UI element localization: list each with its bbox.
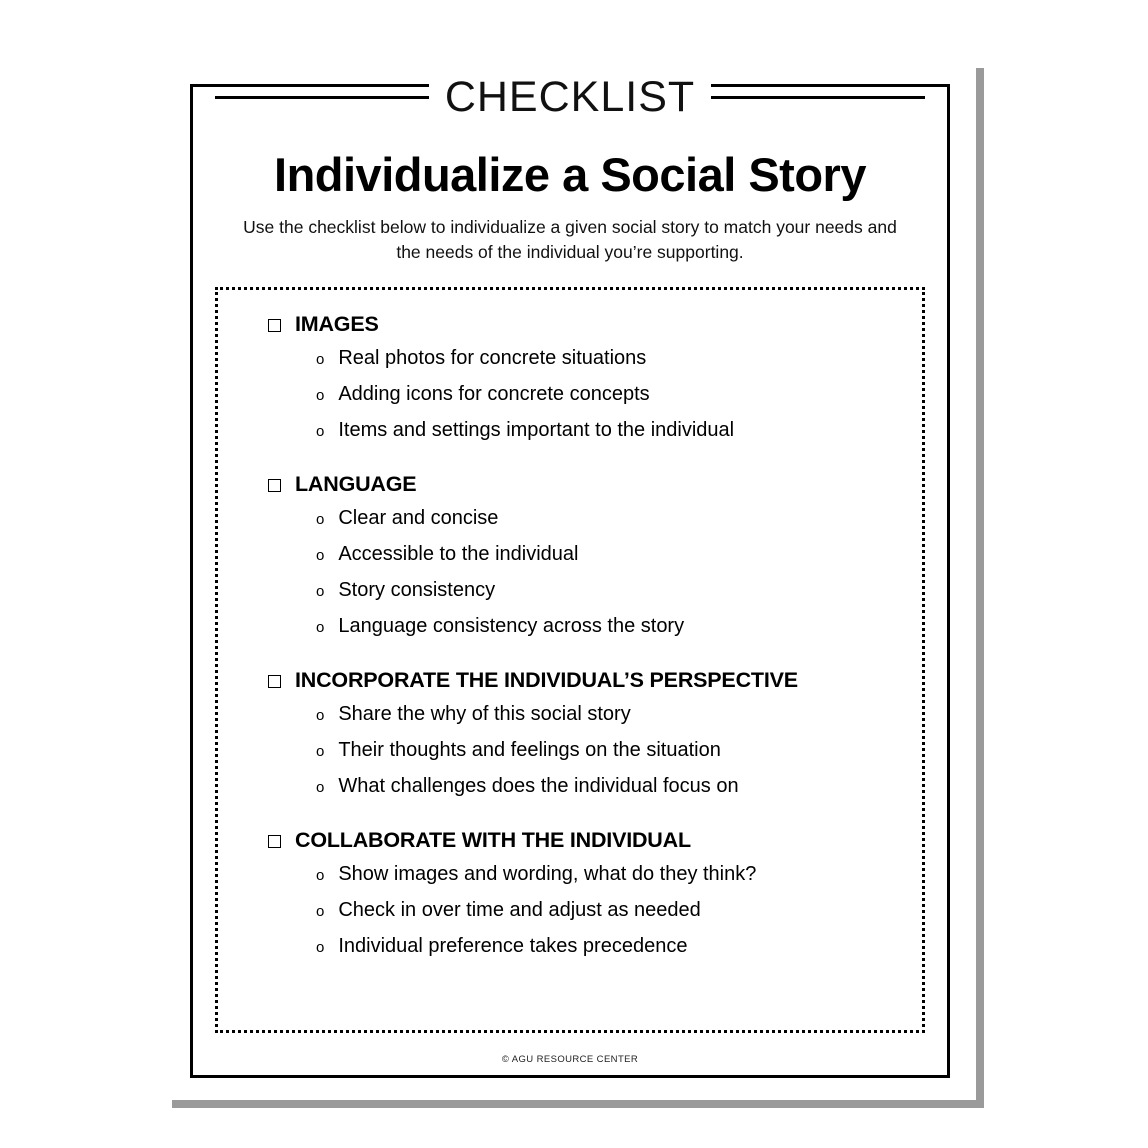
list-item[interactable] [316,419,900,442]
section-checkbox-collaborate[interactable] [268,835,281,848]
list-item-label: What challenges does the individual focus on [338,775,739,797]
bullet-icon: o [316,511,325,528]
list-item-label: Clear and concise [338,507,499,529]
sheet-inner-border [190,72,950,1078]
bullet-icon: o [316,867,325,884]
bullet-icon: o [316,707,325,724]
title-rule-right [711,96,925,99]
section-spacer [240,812,900,828]
bullet-icon: o [316,547,325,564]
list-item-label: Language consistency across the story [338,615,685,637]
checklist-sheet [164,60,976,1100]
list-item[interactable] [316,703,900,726]
section-items [240,507,900,638]
page-title: Individualize a Social Story [274,148,866,201]
list-item[interactable] [316,899,900,922]
section-header-language[interactable] [268,472,900,497]
title-band [193,69,947,125]
list-item-label: Individual preference takes precedence [338,935,688,957]
page-subtitle: Use the checklist below to individualize a given social story to match your needs and the needs of the individual you’re supporting. [243,217,897,262]
list-item-label: Real photos for concrete situations [338,347,647,369]
bullet-icon: o [316,619,325,636]
checklist-container [215,287,925,1033]
list-item[interactable] [316,935,900,958]
section-header-perspective[interactable] [268,668,900,693]
bullet-icon: o [316,903,325,920]
list-item-label: Share the why of this social story [338,703,631,725]
list-item-label: Accessible to the individual [338,543,579,565]
section-checkbox-perspective[interactable] [268,675,281,688]
list-item-label: Their thoughts and feelings on the situation [338,739,721,761]
checklist-section [240,668,900,798]
bullet-icon: o [316,387,325,404]
list-item[interactable] [316,579,900,602]
list-item-label: Show images and wording, what do they think? [338,863,757,885]
list-item[interactable] [316,615,900,638]
list-item[interactable] [316,739,900,762]
section-checkbox-images[interactable] [268,319,281,332]
section-title: IMAGES [295,312,379,336]
list-item-label: Check in over time and adjust as needed [338,899,701,921]
bullet-icon: o [316,779,325,796]
list-item-label: Story consistency [338,579,496,601]
list-item[interactable] [316,863,900,886]
checklist-section [240,828,900,958]
list-item[interactable] [316,543,900,566]
bullet-icon: o [316,743,325,760]
section-title: INCORPORATE THE INDIVIDUAL’S PERSPECTIVE [295,668,798,692]
copyright-footer: © AGU RESOURCE CENTER [501,1054,639,1065]
bullet-icon: o [316,351,325,368]
section-spacer [240,652,900,668]
section-header-images[interactable] [268,312,900,337]
checklist-section [240,312,900,442]
section-title: COLLABORATE WITH THE INDIVIDUAL [295,828,691,852]
title-rule-left [215,96,429,99]
list-item[interactable] [316,507,900,530]
list-item[interactable] [316,347,900,370]
bullet-icon: o [316,583,325,600]
section-spacer [240,456,900,472]
document-kicker: CHECKLIST [429,76,711,119]
list-item-label: Adding icons for concrete concepts [338,383,650,405]
section-items [240,863,900,958]
bullet-icon: o [316,939,325,956]
list-item[interactable] [316,383,900,406]
bullet-icon: o [316,423,325,440]
list-item-label: Items and settings important to the individual [338,419,735,441]
checklist-section [240,472,900,638]
list-item[interactable] [316,775,900,798]
section-items [240,347,900,442]
section-header-collaborate[interactable] [268,828,900,853]
section-title: LANGUAGE [295,472,417,496]
section-items [240,703,900,798]
section-checkbox-language[interactable] [268,479,281,492]
